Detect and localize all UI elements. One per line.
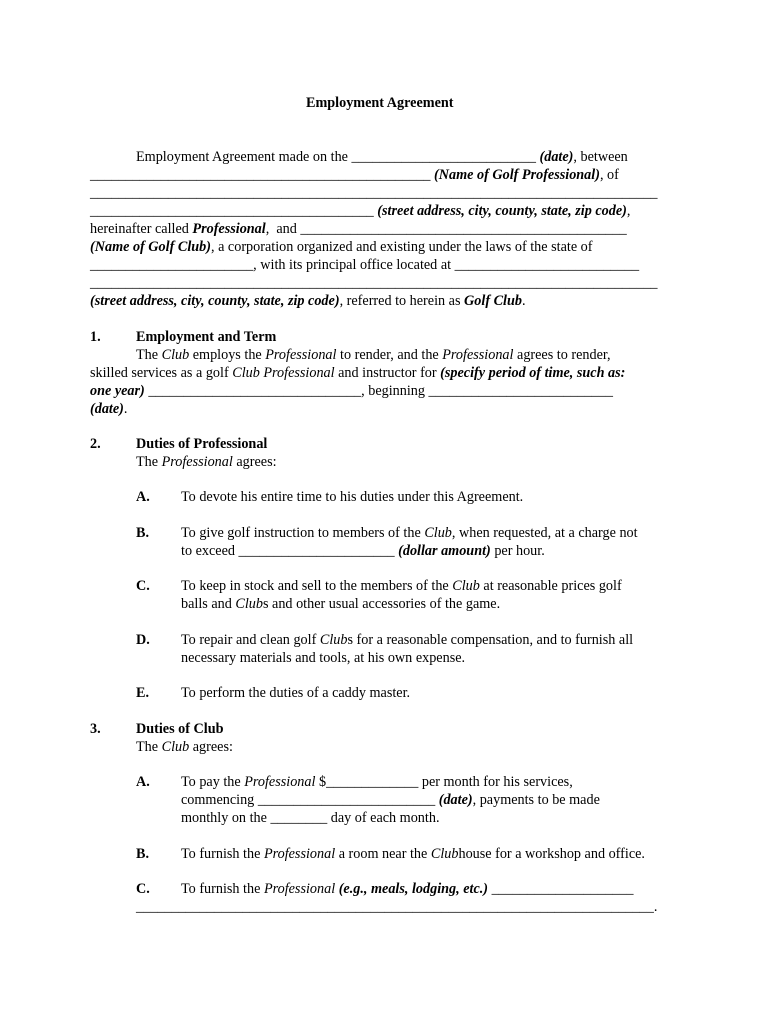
text: The: [136, 739, 162, 755]
item-3a-line-2: [181, 791, 600, 809]
professional-term: Professional: [442, 347, 514, 363]
intro-club-name-label: (Name of Golf Club): [90, 239, 211, 255]
intro-text: ,: [626, 203, 631, 219]
text: ______________________________, beginning __________________________: [144, 383, 613, 399]
club-professional-term: Club Professional: [232, 365, 335, 381]
examples-label: (e.g., meals, lodging, etc.): [338, 881, 489, 897]
item-3a-line-1: [181, 773, 573, 791]
text: to render, and the: [336, 347, 443, 363]
section-1-line-4: [90, 400, 127, 418]
item-3c-label: C.: [136, 881, 150, 897]
text: agrees:: [232, 454, 277, 470]
intro-text: , of: [599, 167, 619, 183]
professional-term: Professional: [263, 846, 336, 862]
text: and instructor for: [334, 365, 441, 381]
text: agrees:: [189, 739, 233, 755]
intro-line-8: ________________________________________________________________________________: [90, 275, 658, 291]
text: To repair and clean golf: [181, 632, 320, 648]
item-3b-line-1: [181, 845, 645, 863]
intro-text: , and ______________________________________________: [265, 221, 627, 237]
section-1-number: 1.: [90, 329, 101, 345]
text: skilled services as a golf: [90, 365, 233, 381]
text: To keep in stock and sell to the members of the: [181, 578, 453, 594]
intro-line-5: [90, 220, 627, 238]
item-2d-label: D.: [136, 632, 150, 648]
text: s for a reasonable compensation, and to furnish all: [347, 632, 634, 648]
professional-term: Professional: [161, 454, 233, 470]
club-term: Club: [452, 578, 480, 594]
section-1-line-2: [90, 364, 625, 382]
item-3c-line-2: _________________________________________________________________________.: [136, 899, 658, 915]
text: To pay the: [181, 774, 245, 790]
document-title: Employment Agreement: [306, 95, 454, 111]
dollar-amount-label: (dollar amount): [398, 543, 491, 559]
section-2-subline: [136, 453, 277, 471]
item-2b-line-2: [181, 542, 545, 560]
text: s and other usual accessories of the game.: [262, 596, 501, 612]
intro-golf-club-term: Golf Club: [464, 293, 522, 309]
text: To furnish the: [181, 846, 264, 862]
intro-line-7: _______________________, with its principal office located at __________________________: [90, 257, 640, 273]
item-2d-line-2: necessary materials and tools, at his own expense.: [181, 650, 466, 666]
intro-line-4: [90, 202, 630, 220]
text: , payments to be made: [472, 792, 600, 808]
text: employs the: [189, 347, 266, 363]
section-1-line-3: [90, 382, 613, 400]
professional-term: Professional: [244, 774, 316, 790]
intro-address-label: (street address, city, county, state, zip code): [377, 203, 627, 219]
intro-text: hereinafter called: [90, 221, 193, 237]
text: house for a workshop and office.: [458, 846, 645, 862]
club-term: Club: [319, 632, 348, 648]
text: balls and: [181, 596, 236, 612]
intro-line-6: [90, 238, 592, 256]
item-2c-label: C.: [136, 578, 150, 594]
text: To furnish the: [181, 881, 264, 897]
item-2c-line-2: [181, 595, 500, 613]
date-label: (date): [90, 401, 124, 417]
section-2-heading: Duties of Professional: [136, 436, 268, 452]
club-term: Club: [430, 846, 459, 862]
item-2a-label: A.: [136, 489, 150, 505]
text: agrees to render,: [513, 347, 611, 363]
intro-text: , between: [573, 149, 628, 165]
professional-term: Professional: [265, 347, 337, 363]
text: $_____________ per month for his services,: [315, 774, 573, 790]
intro-line-1: [136, 148, 628, 166]
text: , when requested, at a charge not: [451, 525, 638, 541]
intro-text: , a corporation organized and existing under the laws of the state of: [210, 239, 593, 255]
item-2e-text: To perform the duties of a caddy master.: [181, 685, 411, 701]
club-term: Club: [161, 347, 190, 363]
text: The: [136, 454, 162, 470]
text: The: [136, 347, 162, 363]
item-2d-line-1: [181, 631, 633, 649]
intro-date-label: (date): [539, 149, 574, 165]
intro-text: , referred to herein as: [339, 293, 465, 309]
item-2c-line-1: [181, 577, 622, 595]
professional-term: Professional: [263, 881, 336, 897]
item-3b-label: B.: [136, 846, 150, 862]
item-2b-label: B.: [136, 525, 150, 541]
text: .: [123, 401, 128, 417]
section-3-number: 3.: [90, 721, 101, 737]
intro-line-9: [90, 292, 526, 310]
text: a room near the: [335, 846, 431, 862]
section-3-heading: Duties of Club: [136, 721, 224, 737]
section-1-heading: Employment and Term: [136, 329, 277, 345]
date-label: (date): [438, 792, 473, 808]
intro-professional-term: Professional: [192, 221, 266, 237]
period-label: one year): [90, 383, 145, 399]
item-3a-label: A.: [136, 774, 150, 790]
text: ____________________: [488, 881, 634, 897]
club-term: Club: [161, 739, 190, 755]
intro-address-label: (street address, city, county, state, zip code): [90, 293, 340, 309]
club-term: Club: [424, 525, 452, 541]
intro-blank: ________________________________________________: [90, 167, 435, 183]
text: to exceed ______________________: [181, 543, 399, 559]
section-1-line-1: [136, 346, 611, 364]
item-2a-text: To devote his entire time to his duties under this Agreement.: [181, 489, 524, 505]
item-2b-line-1: [181, 524, 638, 542]
text: commencing _________________________: [181, 792, 439, 808]
section-2-number: 2.: [90, 436, 101, 452]
text: To give golf instruction to members of the: [181, 525, 425, 541]
intro-line-3: ________________________________________________________________________________: [90, 185, 658, 201]
intro-text: .: [521, 293, 526, 309]
intro-professional-name-label: (Name of Golf Professional): [434, 167, 600, 183]
intro-line-2: [90, 166, 619, 184]
item-3a-line-3: monthly on the ________ day of each month.: [181, 810, 440, 826]
intro-blank: ________________________________________: [90, 203, 378, 219]
item-3c-line-1: [181, 880, 633, 898]
text: per hour.: [490, 543, 545, 559]
period-label: (specify period of time, such as:: [440, 365, 626, 381]
item-2e-label: E.: [136, 685, 150, 701]
club-term: Club: [235, 596, 263, 612]
intro-text: Employment Agreement made on the __________________________: [136, 149, 540, 165]
text: at reasonable prices golf: [479, 578, 622, 594]
section-3-subline: [136, 738, 233, 756]
